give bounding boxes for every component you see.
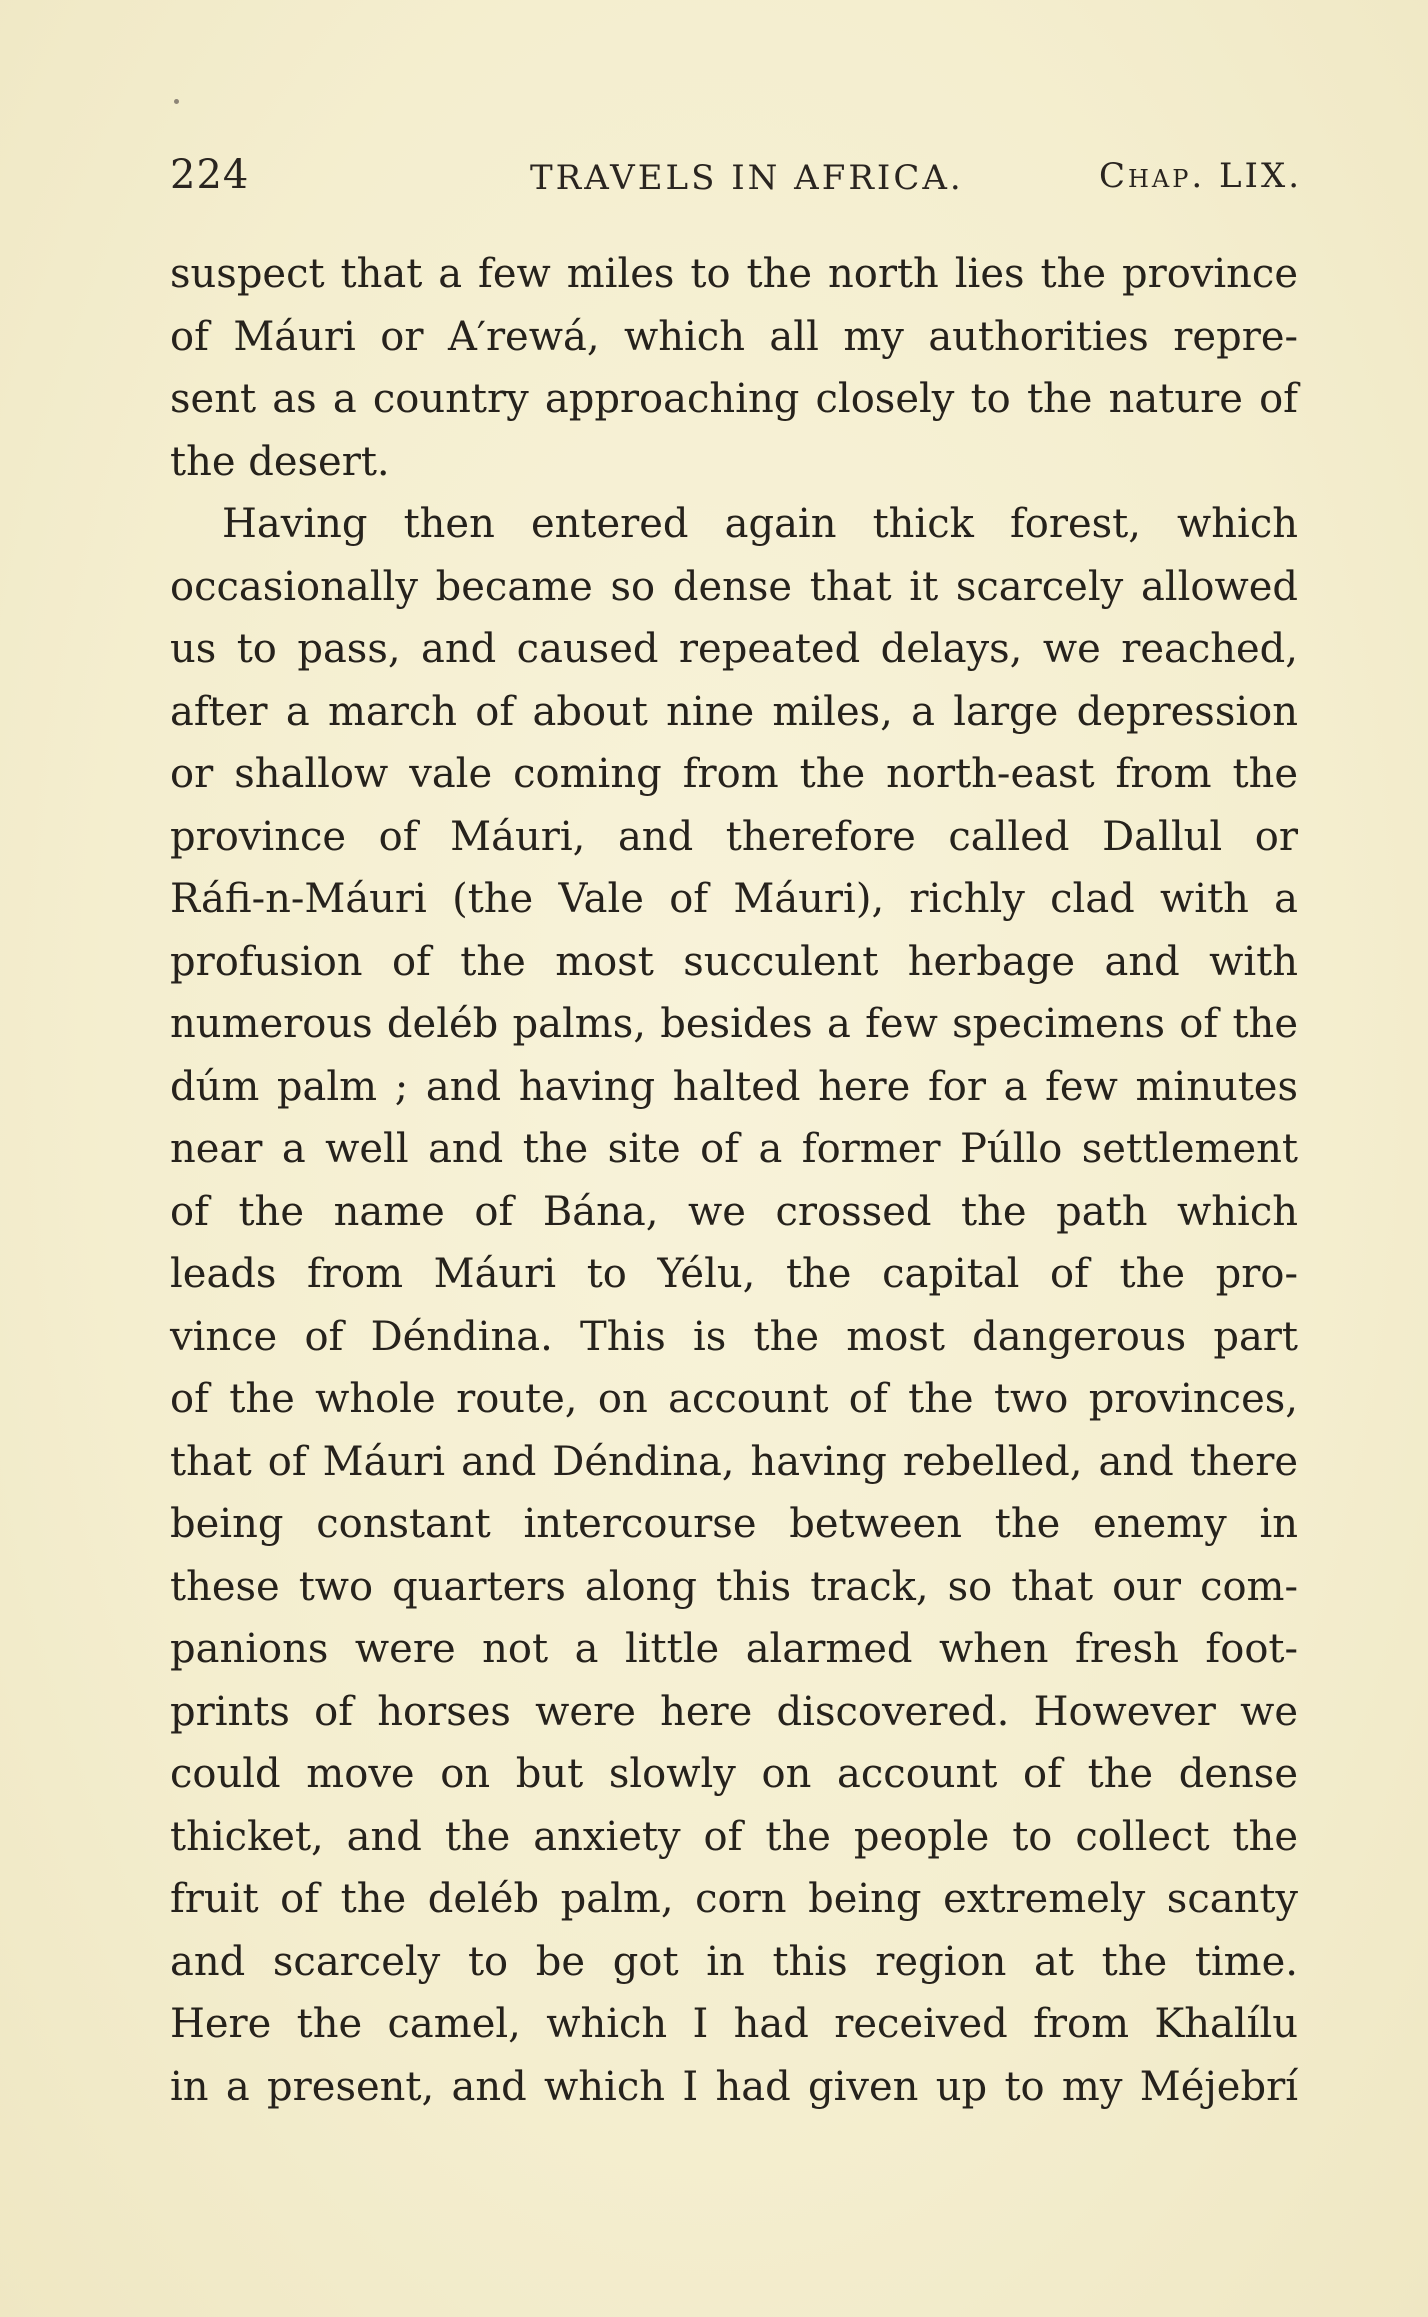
text-line: panions were not a little alarmed when fresh foot-: [170, 1626, 1298, 1672]
text-line: thicket, and the anxiety of the people to collect the: [170, 1813, 1298, 1860]
running-title: TRAVELS IN AFRICA.: [530, 158, 964, 198]
text-line: province of Máuri, and therefore called Dallul or: [170, 813, 1298, 860]
text-line: being constant intercourse between the enemy in: [170, 1501, 1298, 1547]
chapter-label: Chap. LIX.: [1098, 156, 1302, 196]
paragraph-start-line: Having then entered again thick forest, which: [222, 501, 1298, 547]
text-line: vince of Déndina. This is the most dangerous part: [170, 1313, 1298, 1360]
text-line: occasionally became so dense that it scarcely allowed: [170, 563, 1298, 610]
text-line: near a well and the site of a former Púllo settlement: [170, 1126, 1298, 1172]
text-line: that of Máuri and Déndina, having rebelled, and there: [170, 1438, 1298, 1485]
text-line: sent as a country approaching closely to the nature of: [170, 376, 1298, 422]
text-line: of the name of Bána, we crossed the path which: [170, 1188, 1298, 1235]
text-line: these two quarters along this track, so that our com-: [170, 1563, 1298, 1610]
text-line: in a present, and which I had given up to my Méjebrí: [170, 2063, 1298, 2110]
text-line: Here the camel, which I had received from Khalílu: [170, 2001, 1298, 2047]
running-header: [170, 152, 1302, 212]
text-line: Ráfi-n-Máuri (the Vale of Máuri), richly clad with a: [170, 876, 1298, 922]
text-line: of the whole route, on account of the two provinces,: [170, 1376, 1298, 1422]
page-number: 224: [170, 152, 250, 198]
text-line: after a march of about nine miles, a large depression: [170, 688, 1298, 735]
text-line: of Máuri or A′rewá, which all my authorities repre-: [170, 313, 1298, 360]
text-line: dúm palm ; and having halted here for a few minutes: [170, 1063, 1298, 1110]
body-text: [170, 243, 1298, 2118]
text-line: profusion of the most succulent herbage and with: [170, 938, 1298, 985]
paragraph-end-line: the desert.: [170, 438, 390, 485]
text-line: fruit of the deléb palm, corn being extremely scanty: [170, 1876, 1298, 1922]
text-line: or shallow vale coming from the north-east from the: [170, 751, 1298, 797]
text-line: us to pass, and caused repeated delays, we reached,: [170, 626, 1298, 672]
text-line: numerous deléb palms, besides a few specimens of the: [170, 1001, 1298, 1047]
text-line: suspect that a few miles to the north lies the province: [170, 251, 1298, 297]
text-line: prints of horses were here discovered. However we: [170, 1688, 1298, 1735]
paper-speck: [174, 99, 179, 104]
text-line: could move on but slowly on account of the dense: [170, 1751, 1298, 1797]
text-line: leads from Máuri to Yélu, the capital of the pro-: [170, 1251, 1298, 1297]
text-line: and scarcely to be got in this region at the time.: [170, 1938, 1298, 1985]
